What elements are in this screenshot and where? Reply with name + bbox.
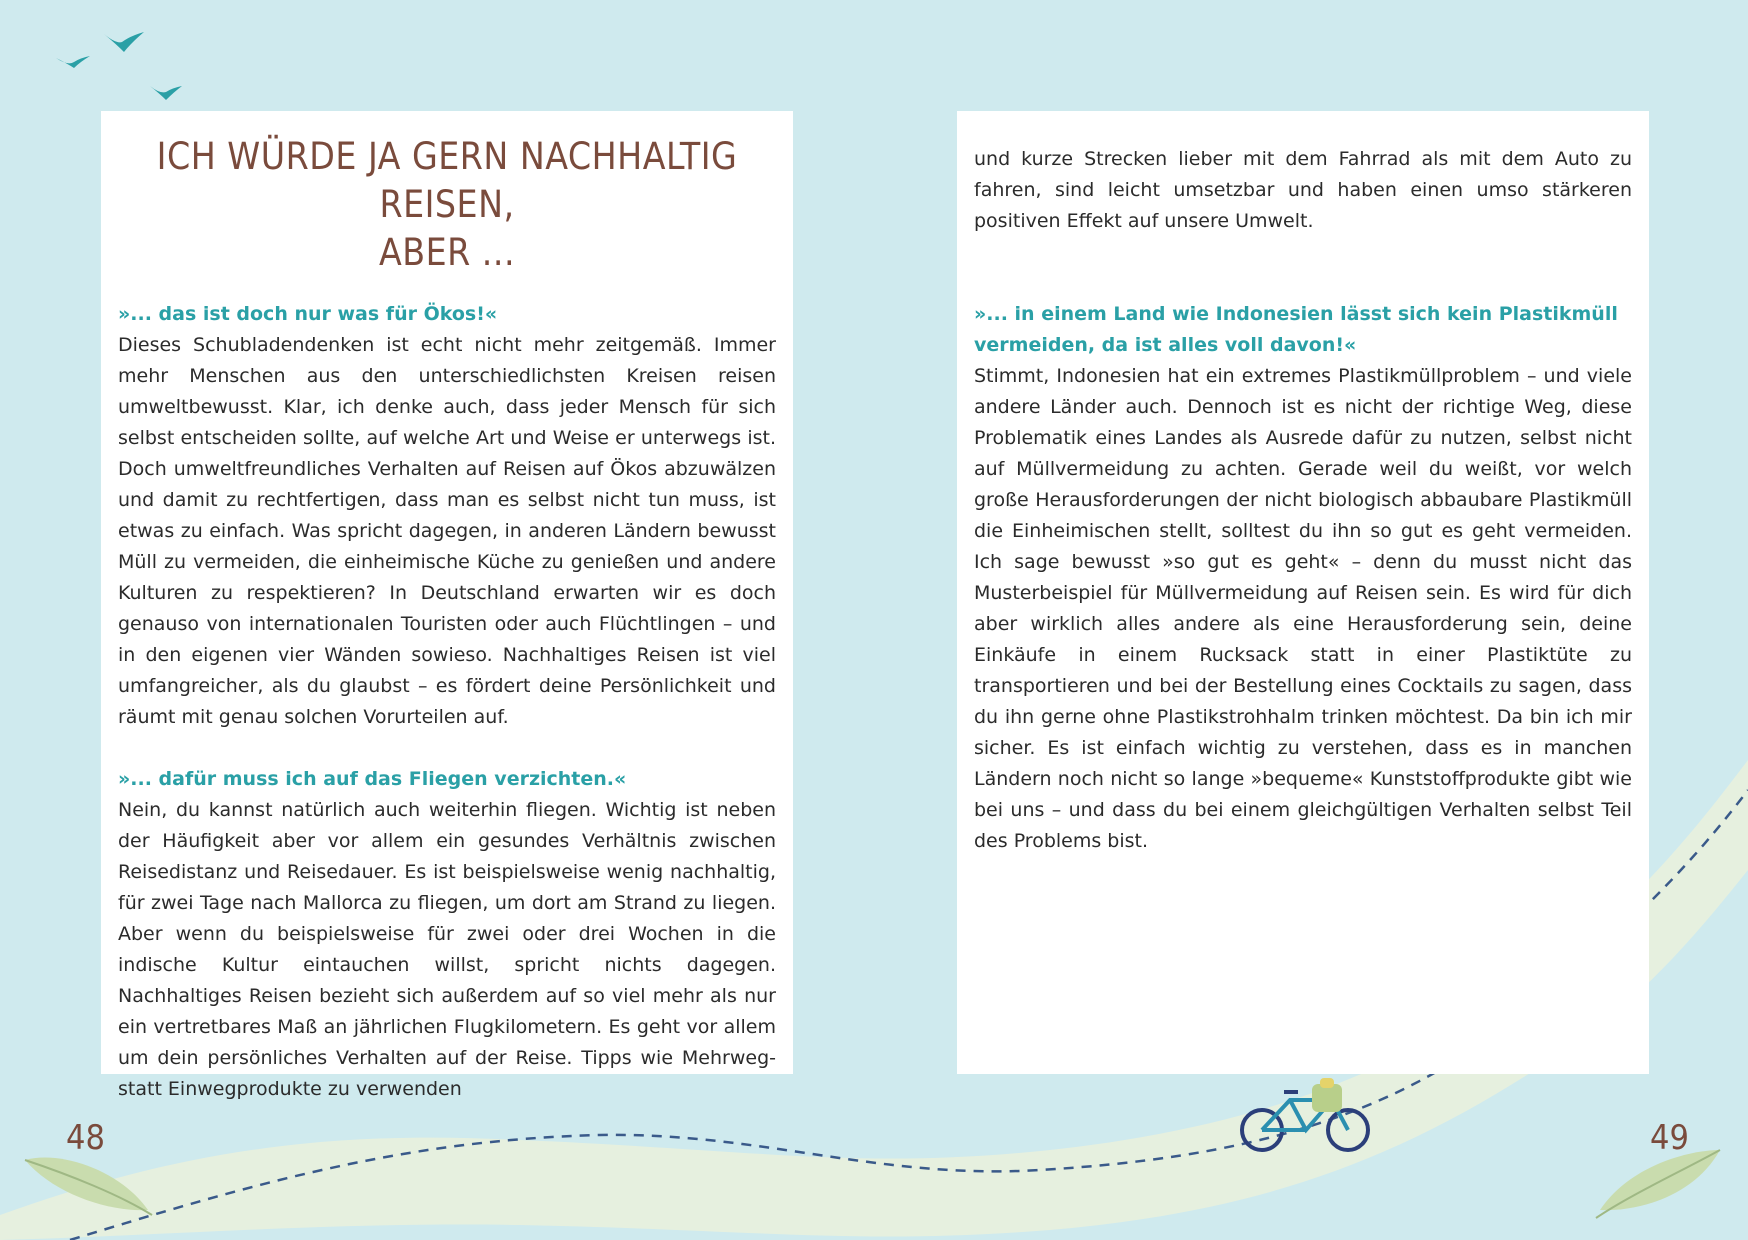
leaf-icon xyxy=(1596,1150,1720,1218)
section-heading-3: »... in einem Land wie Indonesien lässt sich kein Plastikmüll vermeiden, da ist alles voll davon!« xyxy=(974,303,1618,356)
left-page xyxy=(101,111,793,1100)
right-page xyxy=(957,111,1649,1074)
section-heading-1: »... das ist doch nur was für Ökos!« xyxy=(118,303,498,325)
page-title xyxy=(118,133,776,277)
page-number-left: 48 xyxy=(66,1118,105,1158)
section-heading-2: »... dafür muss ich auf das Fliegen verzichten.« xyxy=(118,768,627,790)
bird-icon xyxy=(150,86,182,100)
right-content xyxy=(974,144,1632,857)
bird-icon xyxy=(104,32,144,52)
page-number-right: 49 xyxy=(1650,1118,1689,1158)
bird-icon xyxy=(56,56,90,68)
title-line-2: ABER ... xyxy=(378,231,516,274)
section-body-2: Nein, du kannst natürlich auch weiterhin fliegen. Wichtig ist neben der Häufigkeit aber vor allem ein gesundes Verhältnis zwischen Reisedistanz und Reisedauer. Es ist beispielsweise wenig nachhaltig, für zwei Tage nach Mallorca zu fliegen, um dort am Strand zu liegen. Aber wenn du beispielsweise für zwei oder drei Wochen in die indische Kultur eintauchen willst, spricht nichts dagegen. Nachhaltiges Reisen bezieht sich außerdem auf so viel mehr als nur ein vertretbares Maß an jährlichen Flugkilometern. Es geht vor allem um dein persönliches Verhalten auf der Reise. Tipps wie Mehrweg- statt Einwegprodukte zu verwenden xyxy=(118,799,776,1100)
section-body-3: Stimmt, Indonesien hat ein extremes Plastikmüllproblem – und viele andere Länder auch. Dennoch ist es nicht der richtige Weg, diese Problematik eines Landes als Ausrede dafür zu nutzen, selbst nicht auf Müllvermeidung zu achten. Gerade weil du weißt, vor welch große Herausforderungen der nicht biologisch abbaubare Plastikmüll die Einheimischen stellt, solltest du ihn so gut es geht vermeiden. Ich sage bewusst »so gut es geht« – denn du musst nicht das Musterbeispiel für Müllvermeidung auf Reisen sein. Es wird für dich aber wirklich alles andere als eine Herausforderung sein, deine Einkäufe in einem Rucksack statt in einer Plastiktüte zu transportieren und bei der Bestellung eines Cocktails zu sagen, dass du ihn gerne ohne Plastikstrohhalm trinken möchtest. Da bin ich mir sicher. Es ist einfach wichtig zu verstehen, dass es in manchen Ländern noch nicht so lange »bequeme« Kunststoffprodukte gibt wie bei uns – und dass du bei einem gleichgültigen Verhalten selbst Teil des Problems bist. xyxy=(974,365,1632,852)
section-body-1: Dieses Schubladendenken ist echt nicht mehr zeitgemäß. Immer mehr Menschen aus den unterschiedlichsten Kreisen reisen umweltbewusst. Klar, ich denke auch, dass jeder Mensch für sich selbst entscheiden sollte, auf welche Art und Weise er unterwegs ist. Doch umweltfreundliches Verhalten auf Reisen auf Ökos abzuwälzen und damit zu rechtfertigen, dass man es selbst nicht tun muss, ist etwas zu einfach. Was spricht dagegen, in anderen Ländern bewusst Müll zu vermeiden, die einheimische Küche zu genießen und andere Kulturen zu respektieren? In Deutschland erwarten wir es doch genauso von internationalen Touristen oder auch Flüchtlingen – und in den eigenen vier Wänden sowieso. Nachhaltiges Reisen ist viel umfangreicher, als du glaubst – es fördert deine Persönlichkeit und räumt mit genau solchen Vorurteilen auf. xyxy=(118,334,776,728)
title-line-1: ICH WÜRDE JA GERN NACHHALTIG REISEN, xyxy=(156,135,738,226)
left-content xyxy=(118,299,776,1105)
continuation-body: und kurze Strecken lieber mit dem Fahrrad als mit dem Auto zu fahren, sind leicht umsetzbar und haben einen umso stärkeren positiven Effekt auf unsere Umwelt. xyxy=(974,148,1632,232)
